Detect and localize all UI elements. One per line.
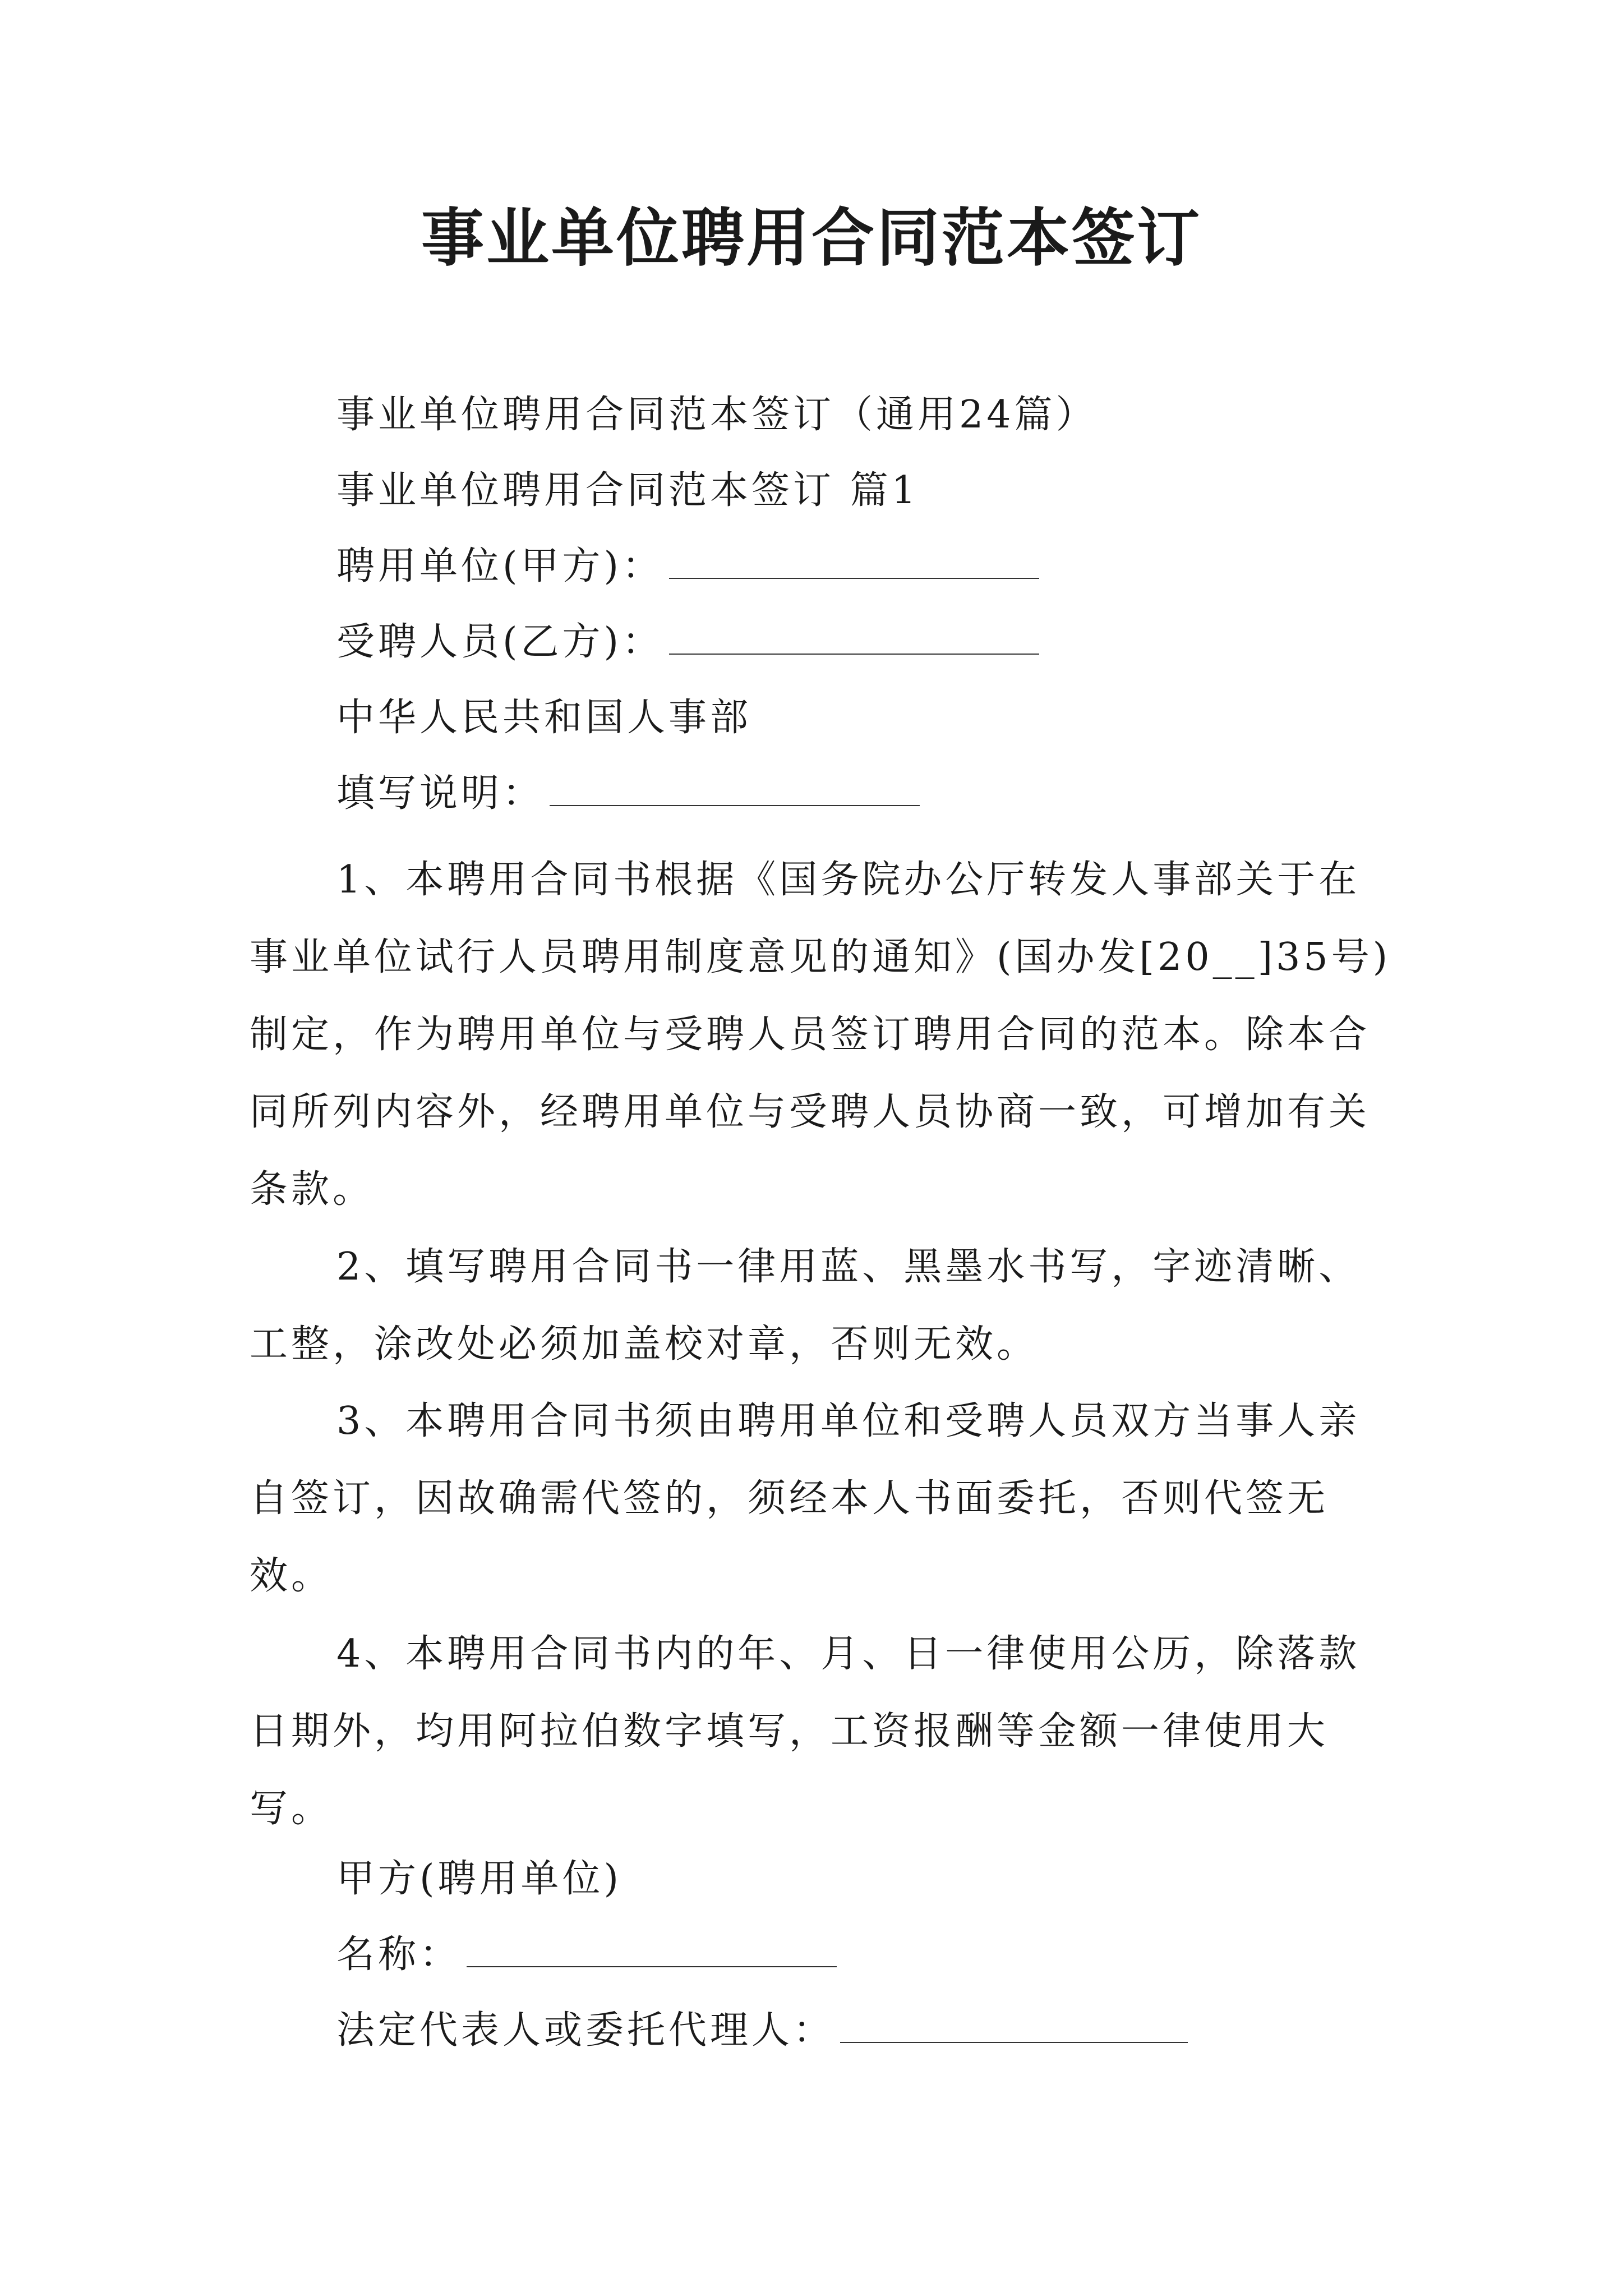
party-a-name-label: 名称： [336, 1932, 462, 1977]
instructions-label: 填写说明： [336, 771, 545, 816]
section-heading: 事业单位聘用合同范本签订 篇1 [336, 468, 919, 513]
instructions-field [336, 766, 920, 822]
employee-label: 受聘人员(乙方)： [336, 620, 664, 664]
paragraph-1: 1、本聘用合同书根据《国务院办公厅转发人事部关于在事业单位试行人员聘用制度意见的通知》(国办发[20__]35号)制定，作为聘用单位与受聘人员签订聘用合同的范本。除本合同所列内容外，经聘用单位与受聘人员协商一致，可增加有关条款。 [250, 858, 1391, 1212]
paragraph-3: 3、本聘用合同书须由聘用单位和受聘人员双方当事人亲自签订，因故确需代签的，须经本人书面委托，否则代签无效。 [250, 1399, 1361, 1598]
party-a-rep-field [336, 2003, 1188, 2059]
party-a-heading: 甲方(聘用单位) [336, 1857, 623, 1901]
employer-blank-line [669, 544, 1039, 579]
employee-field [336, 614, 1039, 670]
issuer-text: 中华人民共和国人事部 [336, 696, 752, 740]
party-a-rep-label: 法定代表人或委托代理人： [336, 2008, 835, 2053]
employer-field [336, 539, 1039, 595]
party-a-name-blank-line [467, 1932, 837, 1967]
paragraph-2: 2、填写聘用合同书一律用蓝、黑墨水书写，字迹清晰、工整，涂改处必须加盖校对章，否则无效。 [250, 1245, 1361, 1366]
paragraph-4: 4、本聘用合同书内的年、月、日一律使用公历，除落款日期外，均用阿拉伯数字填写，工资报酬等金额一律使用大写。 [250, 1632, 1361, 1831]
employer-label: 聘用单位(甲方)： [336, 544, 664, 588]
party-a-name-field [336, 1927, 837, 1983]
document-title: 事业单位聘用合同范本签订 [421, 201, 1202, 275]
party-a-rep-blank-line [840, 2008, 1188, 2043]
document-subtitle: 事业单位聘用合同范本签订（通用24篇） [336, 393, 1098, 437]
instructions-blank-line [550, 771, 920, 806]
employee-blank-line [669, 620, 1039, 655]
